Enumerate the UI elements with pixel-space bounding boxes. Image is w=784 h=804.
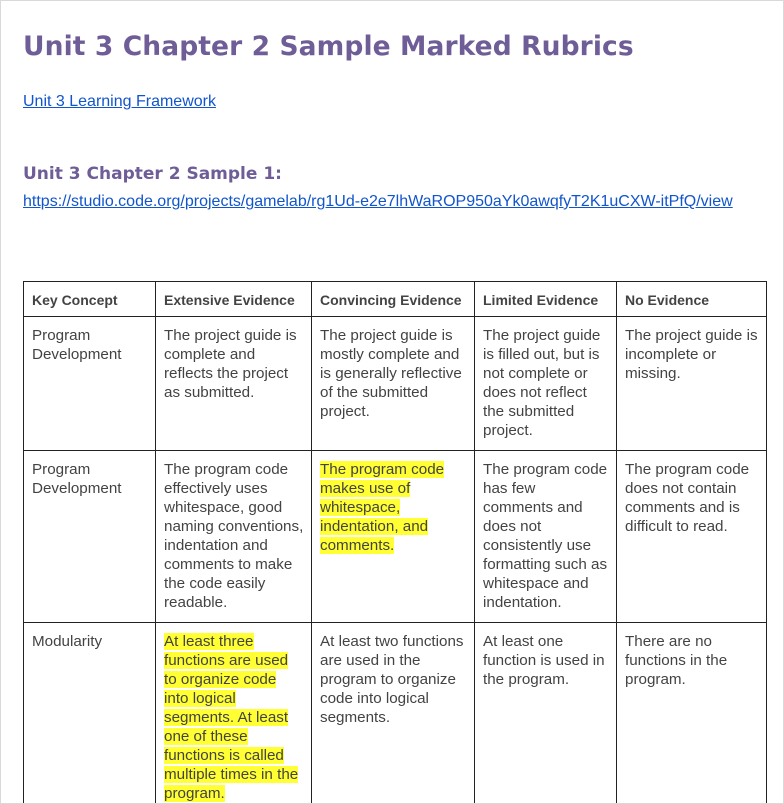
key-concept-cell: Modularity bbox=[24, 623, 156, 804]
no-evidence-cell: The project guide is incomplete or missing. bbox=[617, 317, 767, 451]
convincing-evidence-cell: At least two functions are used in the program to organize code into logical segments. bbox=[312, 623, 475, 804]
extensive-evidence-cell bbox=[156, 623, 312, 804]
table-row bbox=[24, 623, 767, 804]
header-limited-evidence: Limited Evidence bbox=[475, 282, 617, 317]
table-row bbox=[24, 317, 767, 451]
sample-heading: Unit 3 Chapter 2 Sample 1: bbox=[23, 164, 282, 184]
limited-evidence-cell: The program code has few comments and does not consistently use formatting such as whitespace and indentation. bbox=[475, 451, 617, 623]
header-convincing-evidence: Convincing Evidence bbox=[312, 282, 475, 317]
rubric-header-row bbox=[24, 282, 767, 317]
learning-framework-link[interactable]: Unit 3 Learning Framework bbox=[23, 93, 216, 110]
no-evidence-cell: There are no functions in the program. bbox=[617, 623, 767, 804]
limited-evidence-cell: At least one function is used in the program. bbox=[475, 623, 617, 804]
extensive-evidence-cell: The program code effectively uses whitespace, good naming conventions, indentation and comments to make the code easily readable. bbox=[156, 451, 312, 623]
convincing-evidence-cell: The project guide is mostly complete and is generally reflective of the submitted project. bbox=[312, 317, 475, 451]
sample-project-link[interactable]: https://studio.code.org/projects/gamelab/rg1Ud-e2e7lhWaROP950aYk0awqfyT2K1uCXW-itPfQ/view bbox=[23, 193, 733, 210]
convincing-evidence-cell bbox=[312, 451, 475, 623]
key-concept-cell: Program Development bbox=[24, 451, 156, 623]
extensive-evidence-cell: The project guide is complete and reflects the project as submitted. bbox=[156, 317, 312, 451]
table-row bbox=[24, 451, 767, 623]
no-evidence-cell: The program code does not contain comments and is difficult to read. bbox=[617, 451, 767, 623]
header-no-evidence: No Evidence bbox=[617, 282, 767, 317]
sample-link-container bbox=[23, 190, 773, 214]
key-concept-cell: Program Development bbox=[24, 317, 156, 451]
limited-evidence-cell: The project guide is filled out, but is not complete or does not reflect the submitted project. bbox=[475, 317, 617, 451]
document-title: Unit 3 Chapter 2 Sample Marked Rubrics bbox=[23, 31, 634, 62]
header-extensive-evidence: Extensive Evidence bbox=[156, 282, 312, 317]
rubric-table bbox=[23, 281, 767, 804]
highlighted-text: At least three functions are used to organize code into logical segments. At least one of these functions is called multiple times in the program. bbox=[164, 633, 299, 802]
header-key-concept: Key Concept bbox=[24, 282, 156, 317]
highlighted-text: The program code makes use of whitespace, indentation, and comments. bbox=[320, 461, 445, 554]
